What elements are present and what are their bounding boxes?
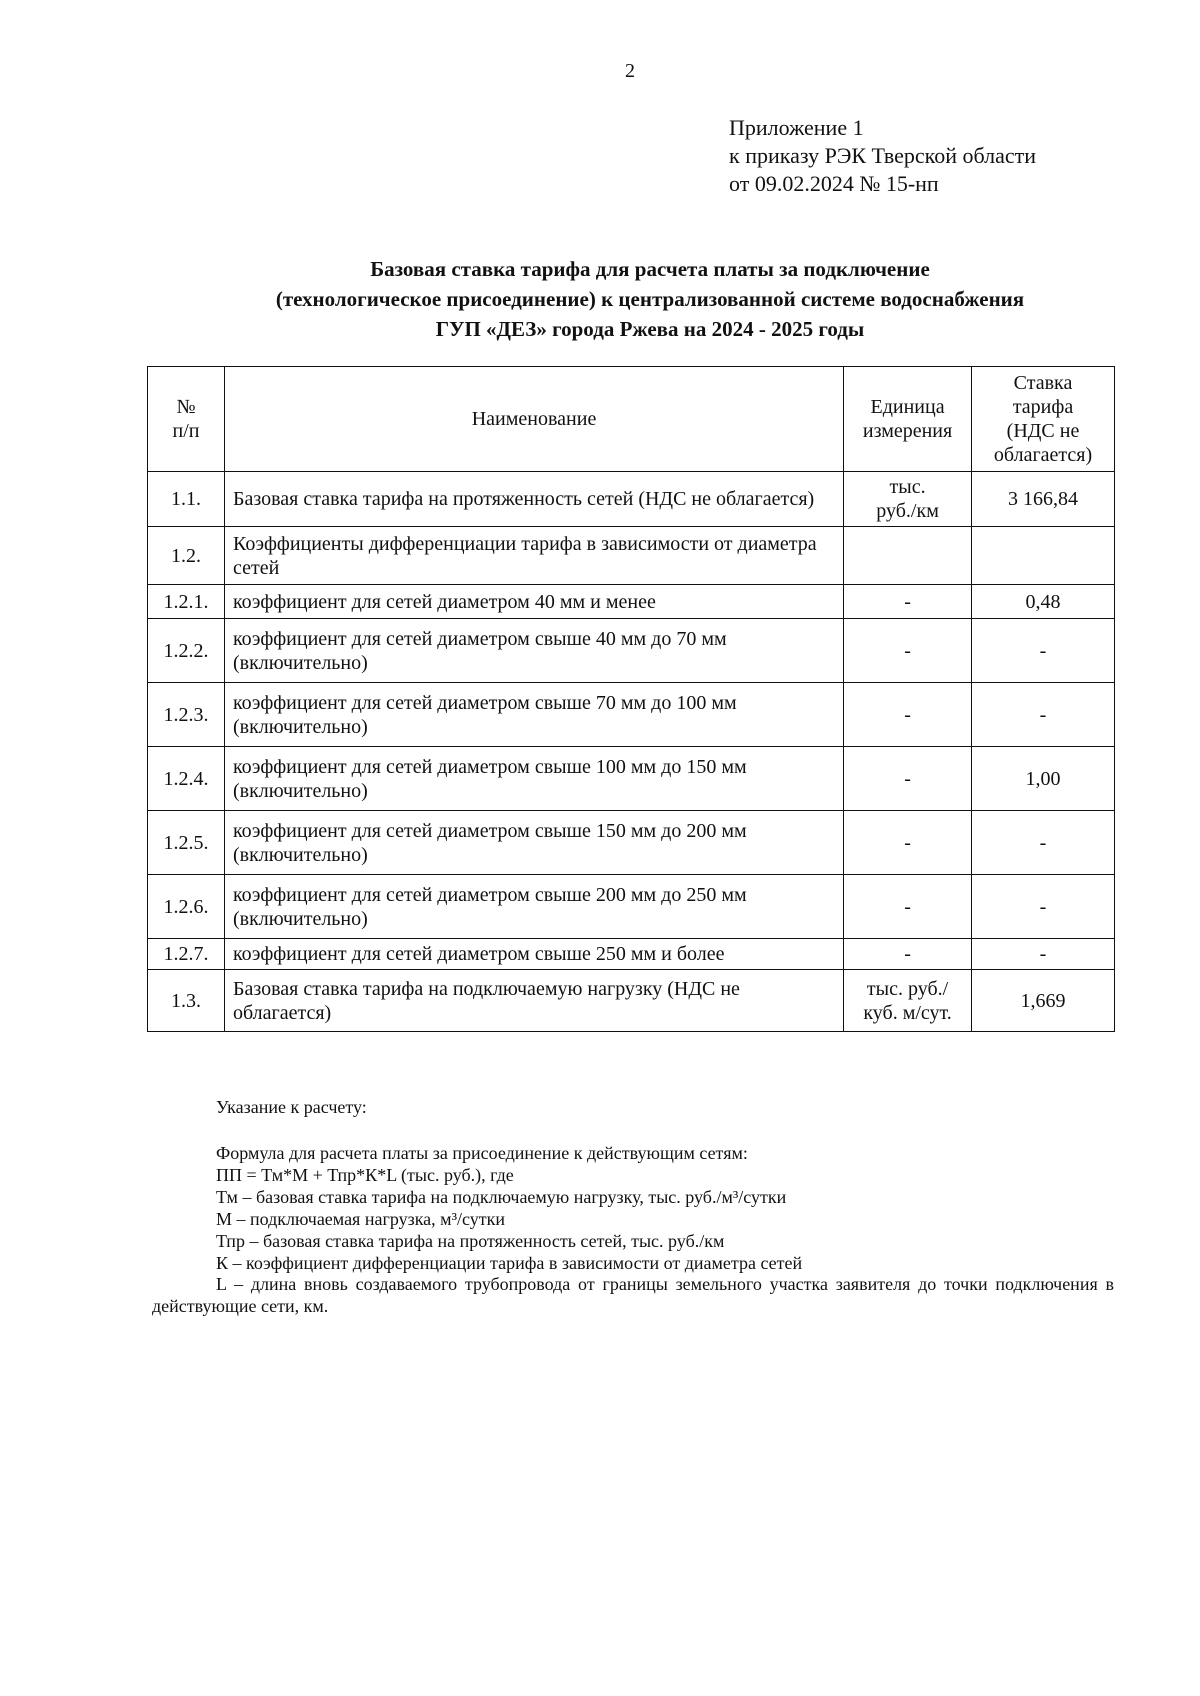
row-num: 1.2.1. <box>148 585 225 619</box>
row-unit-line-1: - <box>904 703 911 726</box>
definition-tm: Тм – базовая ставка тарифа на подключаемую нагрузку, тыс. руб./м³/сутки <box>216 1187 787 1207</box>
row-name: Базовая ставка тарифа на протяженность сетей (НДС не облагается) <box>224 472 843 527</box>
row-unit <box>844 875 972 939</box>
row-unit-line-1: - <box>904 895 911 918</box>
row-unit <box>844 811 972 875</box>
document-title <box>150 254 1150 344</box>
header-num <box>148 367 225 472</box>
row-rate: - <box>972 811 1115 875</box>
appendix-line-2: к приказу РЭК Тверской области <box>729 143 1037 168</box>
row-rate <box>972 527 1115 585</box>
row-unit-line-1: - <box>904 590 911 613</box>
row-unit-line-1: - <box>904 639 911 662</box>
table-header-row <box>148 367 1115 472</box>
definition-tpr: Тпр – базовая ставка тарифа на протяженность сетей, тыс. руб./км <box>216 1231 725 1251</box>
table-row <box>148 472 1115 527</box>
row-num: 1.1. <box>148 472 225 527</box>
row-unit <box>844 619 972 683</box>
appendix-line-3: от 09.02.2024 № 15-нп <box>729 171 939 196</box>
row-name: коэффициент для сетей диаметром свыше 250 мм и более <box>224 939 843 970</box>
row-rate: 1,00 <box>972 747 1115 811</box>
table-row <box>148 875 1115 939</box>
table-row <box>148 747 1115 811</box>
row-rate: 1,669 <box>972 970 1115 1032</box>
header-unit-line-2: измерения <box>862 420 953 442</box>
row-unit-line-1: - <box>904 767 911 790</box>
header-unit <box>844 367 972 472</box>
header-unit-line-1: Единица <box>870 396 945 418</box>
formula-block <box>216 1142 1114 1274</box>
row-name: Базовая ставка тарифа на подключаемую нагрузку (НДС не облагается) <box>224 970 843 1032</box>
definition-k: К – коэффициент дифференциации тарифа в зависимости от диаметра сетей <box>216 1253 803 1273</box>
row-unit-line-1: - <box>904 943 911 965</box>
formula-intro: Формула для расчета платы за присоединение к действующим сетям: <box>216 1143 748 1163</box>
header-rate-line-2: тарифа <box>1012 396 1074 418</box>
title-line-2: (технологическое присоединение) к централизованной системе водоснабжения <box>275 287 1025 311</box>
row-rate: - <box>972 619 1115 683</box>
header-rate-line-1: Ставка <box>1013 372 1073 394</box>
row-name: коэффициент для сетей диаметром свыше 40 мм до 70 мм (включительно) <box>224 619 843 683</box>
row-name: коэффициент для сетей диаметром свыше 100 мм до 150 мм (включительно) <box>224 747 843 811</box>
row-rate: - <box>972 939 1115 970</box>
row-unit <box>844 747 972 811</box>
header-rate-line-3: (НДС не <box>1006 420 1080 442</box>
row-unit <box>844 970 972 1032</box>
table-row <box>148 527 1115 585</box>
row-unit-line-1: - <box>904 831 911 854</box>
header-name: Наименование <box>224 367 843 472</box>
notes-heading: Указание к расчету: <box>216 1097 367 1117</box>
row-unit-line-2: куб. м/сут. <box>863 1001 952 1024</box>
row-name: коэффициент для сетей диаметром 40 мм и менее <box>224 585 843 619</box>
row-unit <box>844 472 972 527</box>
table-row <box>148 683 1115 747</box>
row-unit <box>844 585 972 619</box>
row-name: коэффициент для сетей диаметром свыше 200 мм до 250 мм (включительно) <box>224 875 843 939</box>
table-row <box>148 970 1115 1032</box>
row-num: 1.2.5. <box>148 811 225 875</box>
row-num: 1.2. <box>148 527 225 585</box>
appendix-block <box>729 114 1036 198</box>
row-num: 1.2.2. <box>148 619 225 683</box>
table-row <box>148 939 1115 970</box>
appendix-line-1: Приложение 1 <box>729 115 864 140</box>
row-num: 1.2.3. <box>148 683 225 747</box>
page-number: 2 <box>625 60 635 82</box>
definition-m: М – подключаемая нагрузка, м³/сутки <box>216 1209 505 1229</box>
row-rate: - <box>972 875 1115 939</box>
formula: ПП = Тм*М + Тпр*К*L (тыс. руб.), где <box>216 1165 514 1185</box>
row-num: 1.2.4. <box>148 747 225 811</box>
table-row <box>148 811 1115 875</box>
row-unit-line-1: тыс. <box>889 476 926 498</box>
row-unit <box>844 527 972 585</box>
title-line-1: Базовая ставка тарифа для расчета платы за подключение <box>370 257 930 281</box>
row-num: 1.2.6. <box>148 875 225 939</box>
row-num: 1.3. <box>148 970 225 1032</box>
header-num-line-2: п/п <box>172 420 200 442</box>
row-unit <box>844 939 972 970</box>
row-name: коэффициент для сетей диаметром свыше 150 мм до 200 мм (включительно) <box>224 811 843 875</box>
header-rate <box>972 367 1115 472</box>
definition-l: L – длина вновь создаваемого трубопровода от границы земельного участка заявителя до точки подключения в действующие сети, км. <box>152 1274 1114 1316</box>
table-row <box>148 585 1115 619</box>
row-name: коэффициент для сетей диаметром свыше 70 мм до 100 мм (включительно) <box>224 683 843 747</box>
row-rate: 0,48 <box>972 585 1115 619</box>
header-num-line-1: № <box>176 396 196 418</box>
row-unit-line-2: руб./км <box>876 500 939 522</box>
row-rate: - <box>972 683 1115 747</box>
row-unit <box>844 683 972 747</box>
row-rate: 3 166,84 <box>972 472 1115 527</box>
row-name: Коэффициенты дифференциации тарифа в зависимости от диаметра сетей <box>224 527 843 585</box>
title-line-3: ГУП «ДЕЗ» города Ржева на 2024 - 2025 годы <box>435 317 865 341</box>
tariff-table <box>147 366 1115 1032</box>
header-rate-line-4: облагается) <box>993 444 1093 466</box>
row-num: 1.2.7. <box>148 939 225 970</box>
table-row <box>148 619 1115 683</box>
row-unit-line-1: тыс. руб./ <box>866 977 949 1000</box>
